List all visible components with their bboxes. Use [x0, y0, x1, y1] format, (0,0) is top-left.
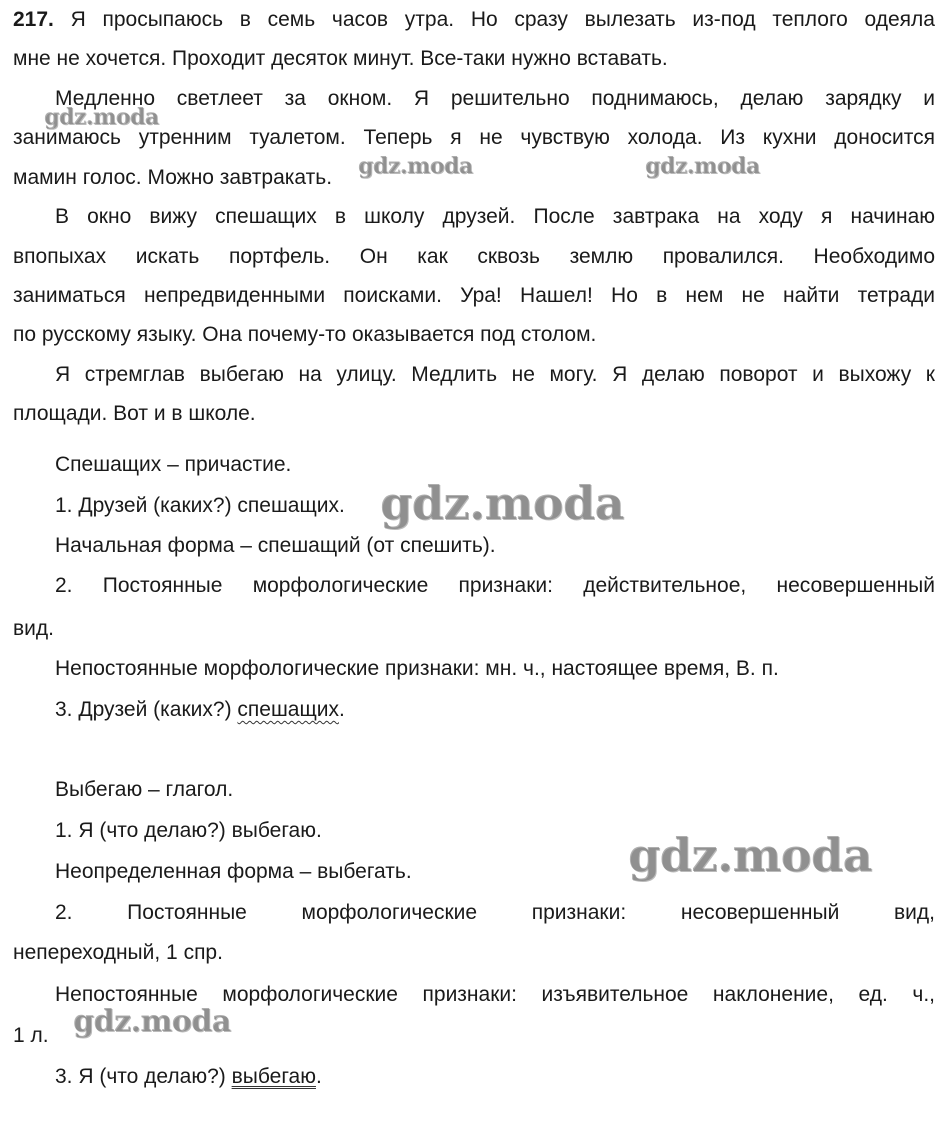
double-underlined-word: выбегаю: [231, 1065, 316, 1088]
analysis-1-item-2-line-1: 2. Постоянные морфологические признаки: действительное, несовершенный: [55, 574, 935, 597]
analysis-1-item-3: 3. Друзей (каких?) спешащих.: [55, 698, 345, 721]
analysis-1-heading: Спешащих – причастие.: [55, 453, 292, 476]
paragraph-1-line-2: мне не хочется. Проходит десяток минут. Все-таки нужно вставать.: [13, 47, 668, 70]
paragraph-3-line-2: впопыхах искать портфель. Он как сквозь землю провалился. Необходимо: [13, 245, 935, 268]
paragraph-2-line-1: Медленно светлеет за окном. Я решительно поднимаюсь, делаю зарядку и: [55, 87, 935, 110]
paragraph-3-line-4: по русскому языку. Она почему-то оказывается под столом.: [13, 323, 597, 346]
paragraph-3-line-3: заниматься непредвиденными поисками. Ура! Нашел! Но в нем не найти тетради: [13, 284, 935, 307]
paragraph-2-line-2: занимаюсь утренним туалетом. Теперь я не чувствую холода. Из кухни доносится: [13, 126, 935, 149]
analysis-1-item-1: 1. Друзей (каких?) спешащих.: [55, 494, 345, 517]
paragraph-3-line-1: В окно вижу спешащих в школу друзей. После завтрака на ходу я начинаю: [55, 205, 935, 228]
paragraph-1-line-1: 217. Я просыпаюсь в семь часов утра. Но сразу вылезать из-под теплого одеяла: [13, 8, 935, 31]
wavy-underlined-word: спешащих: [237, 698, 339, 721]
analysis-2-item-1: 1. Я (что делаю?) выбегаю.: [55, 819, 322, 842]
watermark-logo: gdz.moda: [645, 153, 760, 179]
exercise-number: 217.: [13, 8, 54, 31]
analysis-2-item-2-line-1: 2. Постоянные морфологические признаки: несовершенный вид,: [55, 901, 935, 924]
analysis-1-nonconstant: Непостоянные морфологические признаки: мн. ч., настоящее время, В. п.: [55, 657, 779, 680]
watermark-logo: gdz.moda: [73, 1004, 231, 1039]
watermark-logo: gdz.moda: [380, 476, 624, 530]
analysis-2-nonconstant-line-1: Непостоянные морфологические признаки: изъявительное наклонение, ед. ч.,: [55, 983, 935, 1006]
paragraph-2-line-3: мамин голос. Можно завтракать.: [13, 166, 333, 189]
analysis-2-item-3: 3. Я (что делаю?) выбегаю.: [55, 1065, 322, 1088]
watermark-logo: gdz.moda: [44, 104, 159, 130]
analysis-1-item-2-line-2: вид.: [13, 617, 54, 640]
analysis-2-nonconstant-line-2: 1 л.: [13, 1024, 49, 1047]
watermark-logo: gdz.moda: [358, 153, 473, 179]
analysis-2-heading: Выбегаю – глагол.: [55, 778, 234, 801]
analysis-1-initial-form: Начальная форма – спешащий (от спешить).: [55, 534, 496, 557]
paragraph-4-line-2: площади. Вот и в школе.: [13, 402, 256, 425]
analysis-2-item-2-line-2: непереходный, 1 спр.: [13, 941, 223, 964]
watermark-logo: gdz.moda: [628, 828, 872, 882]
paragraph-4-line-1: Я стремглав выбегаю на улицу. Медлить не могу. Я делаю поворот и выхожу к: [55, 363, 935, 386]
analysis-2-initial-form: Неопределенная форма – выбегать.: [55, 860, 412, 883]
